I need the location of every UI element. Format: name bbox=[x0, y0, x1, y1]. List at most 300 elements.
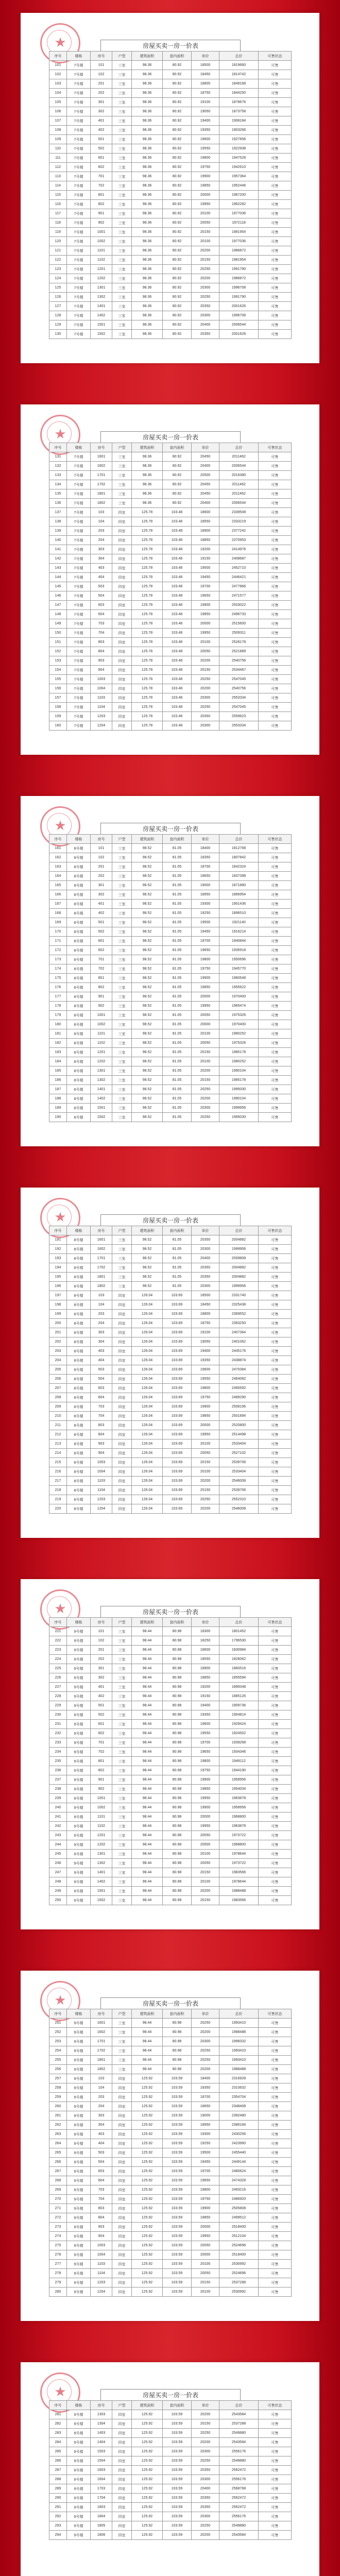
table-cell: 2011462 bbox=[219, 480, 259, 489]
table-cell: 98.52 bbox=[132, 1245, 163, 1254]
table-cell: 166 bbox=[49, 890, 67, 900]
table-cell: 125.92 bbox=[132, 2223, 163, 2232]
table-cell: 1958956 bbox=[219, 1775, 259, 1785]
table-cell: 2547045 bbox=[219, 703, 259, 712]
table-row bbox=[49, 2139, 292, 2148]
table-cell: 8号楼 bbox=[67, 1467, 91, 1477]
table-cell: 1871880 bbox=[219, 881, 259, 890]
table-cell: 2331740 bbox=[219, 1291, 259, 1300]
table-cell: 103.59 bbox=[163, 2429, 192, 2438]
table-cell: 81.05 bbox=[163, 983, 192, 992]
table-row bbox=[49, 909, 292, 918]
table-cell: 703 bbox=[91, 2185, 112, 2195]
table-cell: 1104 bbox=[91, 1486, 112, 1495]
table-cell: 8号楼 bbox=[67, 1263, 91, 1273]
table-cell: 1504 bbox=[91, 2456, 112, 2466]
table-cell: 19050 bbox=[192, 107, 219, 116]
table-cell: 20100 bbox=[192, 237, 219, 246]
table-cell: 20150 bbox=[192, 1868, 219, 1877]
table-cell: 80.98 bbox=[163, 1701, 192, 1710]
table-row bbox=[49, 508, 292, 517]
table-cell: 225 bbox=[49, 1664, 67, 1673]
table-cell: 403 bbox=[91, 2130, 112, 2139]
table-cell: 8号楼 bbox=[67, 1421, 91, 1430]
table-cell: 149 bbox=[49, 619, 67, 629]
table-cell: 20250 bbox=[192, 2019, 219, 2028]
table-cell: 98.52 bbox=[132, 890, 163, 900]
column-header: 房号 bbox=[91, 443, 112, 452]
table-cell: 7号楼 bbox=[67, 684, 91, 693]
table-row bbox=[49, 844, 292, 853]
table-cell: 四室 bbox=[112, 1504, 132, 1514]
table-cell: 81.05 bbox=[163, 1020, 192, 1029]
table-row bbox=[49, 302, 292, 311]
table-cell: 2505808 bbox=[219, 2204, 259, 2213]
table-cell: 98.44 bbox=[132, 1646, 163, 1655]
table-cell: 125.92 bbox=[132, 2447, 163, 2456]
table-cell: 8号楼 bbox=[67, 1048, 91, 1057]
table-cell: 可售 bbox=[259, 992, 292, 1002]
table-row bbox=[49, 1785, 292, 1794]
table-cell: 98.36 bbox=[132, 489, 163, 499]
table-cell: 1501 bbox=[91, 1887, 112, 1896]
table-cell: 304 bbox=[91, 2121, 112, 2130]
table-cell: 154 bbox=[49, 666, 67, 675]
table-cell: 1702 bbox=[91, 480, 112, 489]
table-cell: 可售 bbox=[259, 1048, 292, 1057]
table-row bbox=[49, 2429, 292, 2438]
table-cell: 三室 bbox=[112, 1655, 132, 1664]
table-cell: 可售 bbox=[259, 2466, 292, 2475]
table-row bbox=[49, 1794, 292, 1803]
table-cell: 80.92 bbox=[163, 61, 192, 70]
table-cell: 19450 bbox=[192, 2158, 219, 2167]
table-cell: 四室 bbox=[112, 2438, 132, 2447]
table-cell: 183 bbox=[49, 1048, 67, 1057]
table-cell: 18500 bbox=[192, 1291, 219, 1300]
table-cell: 19250 bbox=[192, 2139, 219, 2148]
table-cell: 可售 bbox=[259, 2260, 292, 2269]
table-cell: 可售 bbox=[259, 1458, 292, 1467]
table-cell: 8号楼 bbox=[67, 1449, 91, 1458]
table-cell: 四室 bbox=[112, 2167, 132, 2176]
table-cell: 7号楼 bbox=[67, 265, 91, 274]
table-cell: 1963878 bbox=[219, 1794, 259, 1803]
table-cell: 20200 bbox=[192, 2028, 219, 2037]
table-cell: 2011462 bbox=[219, 452, 259, 462]
price-sheet-page bbox=[21, 1579, 319, 1929]
table-cell: 213 bbox=[49, 1439, 67, 1449]
table-cell: 185 bbox=[49, 1066, 67, 1076]
table-cell: 80.98 bbox=[163, 1655, 192, 1664]
table-cell: 258 bbox=[49, 2083, 67, 2093]
column-header: 套内面积 bbox=[163, 1618, 192, 1627]
table-cell: 9号楼 bbox=[67, 2410, 91, 2419]
table-cell: 可售 bbox=[259, 265, 292, 274]
table-cell: 98.36 bbox=[132, 311, 163, 320]
table-cell: 240 bbox=[49, 1803, 67, 1812]
table-cell: 7号楼 bbox=[67, 320, 91, 330]
table-cell: 103.59 bbox=[163, 2148, 192, 2158]
table-cell: 8号楼 bbox=[67, 890, 91, 900]
table-row bbox=[49, 1328, 292, 1337]
table-cell: 125.78 bbox=[132, 610, 163, 619]
table-cell: 2493216 bbox=[219, 2185, 259, 2195]
table-cell: 1916214 bbox=[219, 927, 259, 937]
table-cell: 1998332 bbox=[219, 2037, 259, 2046]
table-cell: 125.78 bbox=[132, 638, 163, 647]
table-cell: 2455440 bbox=[219, 2148, 259, 2158]
table-cell: 603 bbox=[91, 2167, 112, 2176]
table-cell: 三室 bbox=[112, 1263, 132, 1273]
table-cell: 可售 bbox=[259, 1319, 292, 1328]
table-cell: 1922938 bbox=[219, 144, 259, 154]
table-cell: 125.92 bbox=[132, 2204, 163, 2213]
table-cell: 9号楼 bbox=[67, 2531, 91, 2540]
table-cell: 三室 bbox=[112, 1104, 132, 1113]
price-table bbox=[49, 51, 292, 339]
table-cell: 20400 bbox=[192, 1254, 219, 1263]
table-cell: 9号楼 bbox=[67, 1655, 91, 1664]
table-cell: 四室 bbox=[112, 638, 132, 647]
table-cell: 三室 bbox=[112, 1766, 132, 1775]
table-cell: 可售 bbox=[259, 1300, 292, 1310]
column-header: 可售状态 bbox=[259, 835, 292, 844]
table-cell: 9号楼 bbox=[67, 2139, 91, 2148]
table-cell: 81.05 bbox=[163, 1245, 192, 1254]
table-cell: 2001626 bbox=[219, 302, 259, 311]
table-cell: 98.52 bbox=[132, 1011, 163, 1020]
table-cell: 三室 bbox=[112, 881, 132, 890]
table-row bbox=[49, 1627, 292, 1636]
table-cell: 四室 bbox=[112, 2419, 132, 2429]
table-cell: 1904814 bbox=[219, 1710, 259, 1720]
table-cell: 可售 bbox=[259, 70, 292, 79]
table-cell: 81.05 bbox=[163, 1057, 192, 1066]
table-cell: 501 bbox=[91, 918, 112, 927]
table-cell: 四室 bbox=[112, 2195, 132, 2204]
table-cell: 125.92 bbox=[132, 2185, 163, 2195]
table-cell: 可售 bbox=[259, 452, 292, 462]
table-cell: 2496733 bbox=[219, 610, 259, 619]
table-cell: 98.44 bbox=[132, 1757, 163, 1766]
table-cell: 80.98 bbox=[163, 1757, 192, 1766]
column-header: 单价 bbox=[192, 52, 219, 61]
table-row bbox=[49, 320, 292, 330]
table-cell: 103.59 bbox=[163, 2503, 192, 2512]
table-cell: 19950 bbox=[192, 1822, 219, 1831]
table-cell: 可售 bbox=[259, 1104, 292, 1113]
table-cell: 9号楼 bbox=[67, 2232, 91, 2241]
table-cell: 110 bbox=[49, 144, 67, 154]
table-row bbox=[49, 2531, 292, 2540]
table-cell: 98.52 bbox=[132, 1039, 163, 1048]
table-cell: 289 bbox=[49, 2484, 67, 2494]
table-cell: 9号楼 bbox=[67, 2223, 91, 2232]
table-row bbox=[49, 1020, 292, 1029]
table-cell: 可售 bbox=[259, 246, 292, 256]
table-row bbox=[49, 591, 292, 601]
table-cell: 8号楼 bbox=[67, 1273, 91, 1282]
table-row bbox=[49, 1748, 292, 1757]
table-cell: 可售 bbox=[259, 2019, 292, 2028]
table-cell: 20000 bbox=[192, 2250, 219, 2260]
table-cell: 303 bbox=[91, 1328, 112, 1337]
table-cell: 19550 bbox=[192, 144, 219, 154]
table-cell: 109 bbox=[49, 135, 67, 144]
column-header: 楼栋 bbox=[67, 2401, 91, 2410]
table-cell: 80.92 bbox=[163, 209, 192, 218]
table-cell: 223 bbox=[49, 1646, 67, 1655]
table-cell: 80.98 bbox=[163, 1766, 192, 1775]
table-cell: 803 bbox=[91, 638, 112, 647]
table-cell: 2446421 bbox=[219, 573, 259, 582]
table-row bbox=[49, 2046, 292, 2056]
table-cell: 201 bbox=[91, 79, 112, 89]
table-cell: 701 bbox=[91, 1738, 112, 1748]
table-row bbox=[49, 2176, 292, 2185]
table-cell: 126.04 bbox=[132, 1504, 163, 1514]
table-row bbox=[49, 1057, 292, 1066]
table-cell: 三室 bbox=[112, 1029, 132, 1039]
table-cell: 125.92 bbox=[132, 2484, 163, 2494]
official-seal-icon: ★ bbox=[40, 415, 80, 455]
table-cell: 165 bbox=[49, 881, 67, 890]
table-cell: 1602 bbox=[91, 2028, 112, 2037]
table-cell: 103.59 bbox=[163, 2185, 192, 2195]
table-cell: 1973722 bbox=[219, 1859, 259, 1868]
table-cell: 80.92 bbox=[163, 163, 192, 172]
table-cell: 232 bbox=[49, 1729, 67, 1738]
table-cell: 126.04 bbox=[132, 1300, 163, 1310]
table-row bbox=[49, 1877, 292, 1887]
table-cell: 98.52 bbox=[132, 1282, 163, 1291]
table-cell: 可售 bbox=[259, 527, 292, 536]
table-cell: 7号楼 bbox=[67, 591, 91, 601]
table-cell: 可售 bbox=[259, 2185, 292, 2195]
table-cell: 103.48 bbox=[163, 601, 192, 610]
table-row bbox=[49, 1393, 292, 1402]
table-cell: 18300 bbox=[192, 1627, 219, 1636]
table-cell: 2547045 bbox=[219, 675, 259, 684]
table-row bbox=[49, 2269, 292, 2278]
table-cell: 80.98 bbox=[163, 1794, 192, 1803]
table-cell: 81.05 bbox=[163, 909, 192, 918]
table-row bbox=[49, 2456, 292, 2466]
table-cell: 2354704 bbox=[219, 2093, 259, 2102]
table-cell: 98.36 bbox=[132, 452, 163, 462]
table-cell: 1973722 bbox=[219, 1831, 259, 1840]
table-cell: 103.48 bbox=[163, 712, 192, 721]
table-cell: 1995030 bbox=[219, 1113, 259, 1122]
table-row bbox=[49, 693, 292, 703]
table-cell: 122 bbox=[49, 256, 67, 265]
table-cell: 125.92 bbox=[132, 2260, 163, 2269]
table-cell: 264 bbox=[49, 2139, 67, 2148]
table-cell: 80.98 bbox=[163, 2065, 192, 2074]
table-cell: 7号楼 bbox=[67, 721, 91, 731]
table-row bbox=[49, 1085, 292, 1094]
table-cell: 103.59 bbox=[163, 2447, 192, 2456]
table-cell: 292 bbox=[49, 2512, 67, 2521]
table-cell: 204 bbox=[91, 1319, 112, 1328]
table-cell: 2568768 bbox=[219, 2484, 259, 2494]
column-header: 序号 bbox=[49, 2009, 67, 2019]
table-cell: 269 bbox=[49, 2185, 67, 2195]
table-cell: 125.92 bbox=[132, 2475, 163, 2484]
table-cell: 2556176 bbox=[219, 2512, 259, 2521]
table-cell: 1502 bbox=[91, 1896, 112, 1905]
table-cell: 103.59 bbox=[163, 2250, 192, 2260]
table-cell: 可售 bbox=[259, 545, 292, 554]
table-cell: 103.69 bbox=[163, 1291, 192, 1300]
table-cell: 可售 bbox=[259, 1803, 292, 1812]
table-cell: 三室 bbox=[112, 853, 132, 862]
table-cell: 266 bbox=[49, 2158, 67, 2167]
table-cell: 227 bbox=[49, 1683, 67, 1692]
table-cell: 19150 bbox=[192, 1692, 219, 1701]
column-header: 户型 bbox=[112, 835, 132, 844]
table-cell: 三室 bbox=[112, 1683, 132, 1692]
table-cell: 103.69 bbox=[163, 1365, 192, 1375]
table-cell: 可售 bbox=[259, 1636, 292, 1646]
column-header: 总价 bbox=[219, 2009, 259, 2019]
price-table bbox=[49, 1617, 292, 1905]
table-cell: 18450 bbox=[192, 1300, 219, 1310]
table-cell: 18800 bbox=[192, 79, 219, 89]
table-cell: 215 bbox=[49, 1458, 67, 1467]
table-cell: 80.92 bbox=[163, 200, 192, 209]
table-cell: 9号楼 bbox=[67, 2241, 91, 2250]
table-cell: 98.36 bbox=[132, 135, 163, 144]
table-cell: 可售 bbox=[259, 2028, 292, 2037]
official-seal-icon: ★ bbox=[40, 1589, 80, 1630]
table-cell: 可售 bbox=[259, 1449, 292, 1458]
table-cell: 81.05 bbox=[163, 992, 192, 1002]
table-cell: 103.48 bbox=[163, 619, 192, 629]
table-cell: 可售 bbox=[259, 1273, 292, 1282]
table-cell: 可售 bbox=[259, 89, 292, 98]
price-sheet-page bbox=[21, 2362, 319, 2576]
table-cell: 1988488 bbox=[219, 1887, 259, 1896]
table-cell: 可售 bbox=[259, 1757, 292, 1766]
table-cell: 103.48 bbox=[163, 684, 192, 693]
table-cell: 8号楼 bbox=[67, 1104, 91, 1113]
table-cell: 1806 bbox=[91, 2531, 112, 2540]
table-cell: 1201 bbox=[91, 265, 112, 274]
table-cell: 1004 bbox=[91, 2250, 112, 2260]
table-cell: 125.92 bbox=[132, 2287, 163, 2297]
table-cell: 可售 bbox=[259, 1495, 292, 1504]
price-table bbox=[49, 443, 292, 731]
table-row bbox=[49, 1729, 292, 1738]
table-cell: 可售 bbox=[259, 1868, 292, 1877]
table-cell: 2539706 bbox=[219, 1486, 259, 1495]
table-cell: 19300 bbox=[192, 2130, 219, 2139]
table-cell: 237 bbox=[49, 1775, 67, 1785]
table-cell: 三室 bbox=[112, 1775, 132, 1785]
table-cell: 7号楼 bbox=[67, 200, 91, 209]
table-cell: 四室 bbox=[112, 2241, 132, 2250]
table-cell: 103.48 bbox=[163, 573, 192, 582]
table-row bbox=[49, 2028, 292, 2037]
table-cell: 98.52 bbox=[132, 974, 163, 983]
table-row bbox=[49, 293, 292, 302]
table-cell: 20150 bbox=[192, 666, 219, 675]
table-cell: 7号楼 bbox=[67, 601, 91, 610]
table-cell: 1873758 bbox=[219, 107, 259, 116]
table-cell: 三室 bbox=[112, 172, 132, 181]
table-cell: 7号楼 bbox=[67, 471, 91, 480]
table-cell: 四室 bbox=[112, 1449, 132, 1458]
table-row bbox=[49, 1486, 292, 1495]
table-cell: 1995030 bbox=[219, 1085, 259, 1094]
table-cell: 可售 bbox=[259, 1850, 292, 1859]
table-cell: 可售 bbox=[259, 1738, 292, 1748]
table-row bbox=[49, 135, 292, 144]
table-cell: 802 bbox=[91, 983, 112, 992]
table-cell: 80.98 bbox=[163, 1664, 192, 1673]
table-cell: 702 bbox=[91, 1748, 112, 1757]
table-cell: 三室 bbox=[112, 1785, 132, 1794]
table-cell: 20200 bbox=[192, 274, 219, 283]
table-cell: 1103 bbox=[91, 2260, 112, 2269]
table-cell: 可售 bbox=[259, 2223, 292, 2232]
table-row bbox=[49, 1710, 292, 1720]
table-cell: 196 bbox=[49, 1282, 67, 1291]
table-cell: 80.92 bbox=[163, 246, 192, 256]
table-cell: 80.92 bbox=[163, 471, 192, 480]
table-cell: 四室 bbox=[112, 1328, 132, 1337]
table-cell: 104 bbox=[91, 1300, 112, 1310]
table-cell: 1986872 bbox=[219, 274, 259, 283]
table-cell: 1996708 bbox=[219, 311, 259, 320]
table-cell: 80.92 bbox=[163, 70, 192, 79]
table-cell: 可售 bbox=[259, 471, 292, 480]
table-cell: 98.36 bbox=[132, 172, 163, 181]
table-cell: 1204 bbox=[91, 2287, 112, 2297]
table-cell: 可售 bbox=[259, 2204, 292, 2213]
table-cell: 184 bbox=[49, 1057, 67, 1066]
table-cell: 2004882 bbox=[219, 1273, 259, 1282]
table-cell: 三室 bbox=[112, 1748, 132, 1757]
table-cell: 1935918 bbox=[219, 946, 259, 955]
table-cell: 四室 bbox=[112, 1486, 132, 1495]
table-cell: 103.59 bbox=[163, 2195, 192, 2204]
table-cell: 9号楼 bbox=[67, 2019, 91, 2028]
table-cell: 125.78 bbox=[132, 666, 163, 675]
official-seal-icon: ★ bbox=[40, 23, 80, 63]
table-cell: 可售 bbox=[259, 2037, 292, 2046]
table-cell: 20350 bbox=[192, 330, 219, 339]
table-cell: 81.05 bbox=[163, 955, 192, 964]
table-cell: 可售 bbox=[259, 1094, 292, 1104]
table-cell: 1814742 bbox=[219, 70, 259, 79]
table-cell: 101 bbox=[91, 61, 112, 70]
table-cell: 103 bbox=[49, 79, 67, 89]
table-row bbox=[49, 862, 292, 872]
table-cell: 四室 bbox=[112, 2531, 132, 2540]
table-cell: 20400 bbox=[192, 320, 219, 330]
table-cell: 601 bbox=[91, 154, 112, 163]
table-cell: 98.44 bbox=[132, 1850, 163, 1859]
table-cell: 可售 bbox=[259, 675, 292, 684]
table-cell: 125.92 bbox=[132, 2250, 163, 2260]
table-row bbox=[49, 1048, 292, 1057]
table-cell: 1002 bbox=[91, 237, 112, 246]
table-cell: 20250 bbox=[192, 2046, 219, 2056]
table-cell: 103.69 bbox=[163, 1486, 192, 1495]
